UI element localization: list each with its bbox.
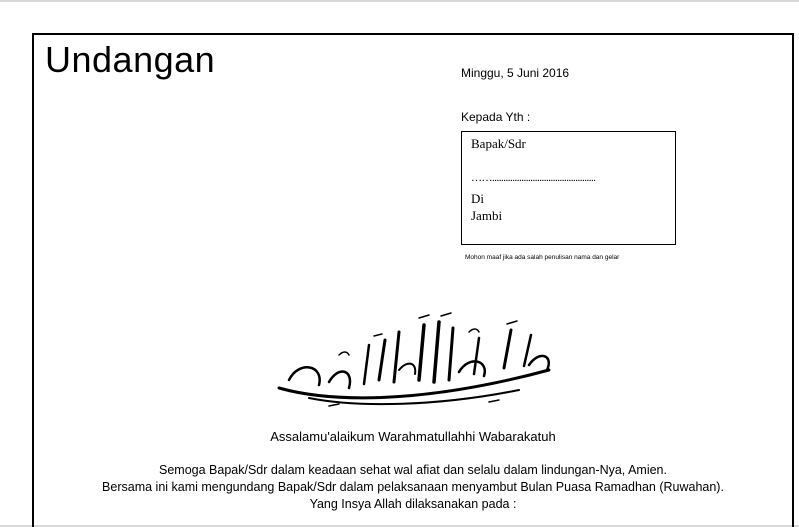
document-page (0, 2, 799, 525)
islamic-greeting: Assalamu'alaikum Warahmatullahhi Wabarakatuh (270, 429, 556, 444)
invitation-card (32, 33, 794, 527)
recipient-city: Jambi (471, 208, 503, 223)
recipient-address-box (461, 131, 676, 245)
recipient-name-blank: …….............................................. (471, 172, 596, 184)
apology-note: Mohon maaf jika ada salah penulisan nama dan gelar (465, 254, 620, 261)
invitation-title: Undangan (45, 39, 216, 80)
body-paragraph: Yang Insya Allah dilaksanakan pada : (309, 497, 517, 511)
body-paragraph: Bersama ini kami mengundang Bapak/Sdr dalam pelaksanaan menyambut Bulan Puasa Ramadhan (Ruwahan). (102, 480, 724, 494)
recipient-title: Bapak/Sdr (471, 136, 526, 151)
body-paragraph: Semoga Bapak/Sdr dalam keadaan sehat wal afiat dan selalu dalam lindungan-Nya, Amien. (159, 463, 667, 477)
recipient-label: Kepada Yth : (461, 110, 531, 124)
invitation-body (34, 462, 792, 513)
basmalah-calligraphy-icon (269, 310, 559, 410)
recipient-di: Di (471, 191, 484, 206)
invitation-date: Minggu, 5 Juni 2016 (461, 66, 570, 80)
